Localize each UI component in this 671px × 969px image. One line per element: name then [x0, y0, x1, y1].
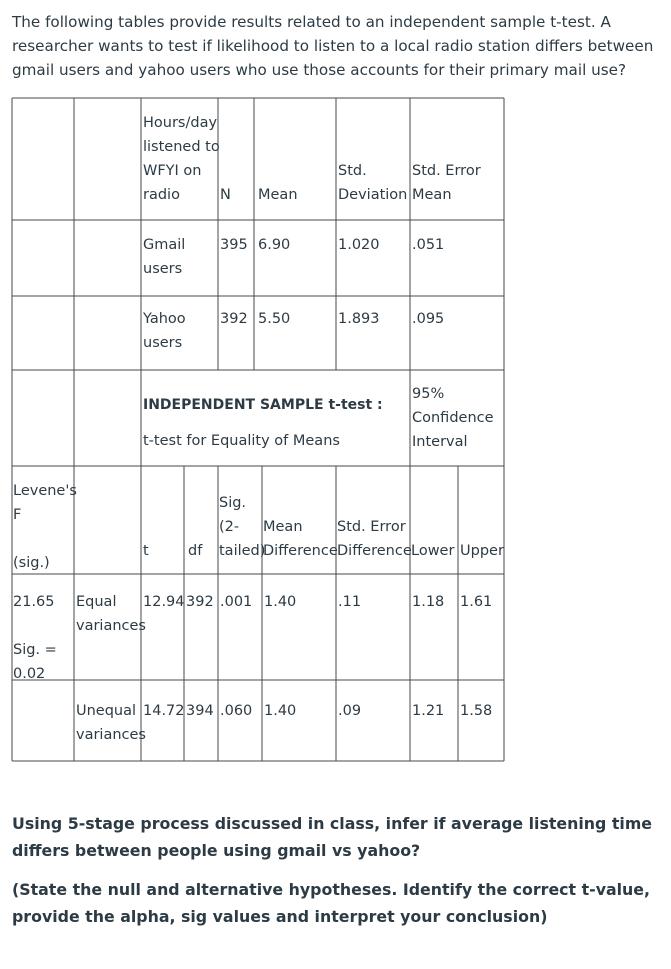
unequal-lower: 1.21 [412, 703, 445, 719]
equal-t: 12.94 [143, 594, 185, 610]
unequal-std-err-diff: .09 [338, 703, 362, 719]
header-std-err: Std. Error Mean [412, 163, 481, 203]
ci-label: 95% Confidence Interval [412, 386, 494, 450]
gmail-group: Gmail users [143, 237, 186, 277]
header-levene: Levene's F (sig.) [13, 483, 77, 571]
gmail-std-dev: 1.020 [338, 237, 380, 253]
equal-label: Equal variances [76, 594, 146, 634]
header-std-err-diff: Std. Error Difference [337, 519, 412, 559]
equal-levene: 21.65 Sig. = 0.02 [13, 594, 57, 682]
header-mean-diff: Mean Difference [263, 519, 338, 559]
unequal-upper: 1.58 [460, 703, 493, 719]
equal-mean-diff: 1.40 [264, 594, 297, 610]
ind-title: INDEPENDENT SAMPLE t-test : [143, 397, 383, 413]
yahoo-std-dev: 1.893 [338, 311, 380, 327]
header-n: N [220, 187, 231, 203]
yahoo-n: 392 [220, 311, 248, 327]
equal-lower: 1.18 [412, 594, 445, 610]
equal-upper: 1.61 [460, 594, 493, 610]
equal-df: 392 [186, 594, 214, 610]
header-mean: Mean [258, 187, 298, 203]
unequal-label: Unequal variances [76, 703, 146, 743]
header-df: df [188, 543, 203, 559]
equal-std-err-diff: .11 [338, 594, 362, 610]
unequal-t: 14.72 [143, 703, 185, 719]
yahoo-mean: 5.50 [258, 311, 291, 327]
intro-paragraph: The following tables provide results related to an independent sample t-test. A researcher wants to test if likelihood to listen to a local radio station differs between gmail users and yahoo users who use those accounts for their primary mail use? [12, 13, 654, 79]
gmail-std-err: .051 [412, 237, 445, 253]
header-lower: Lower [411, 543, 455, 559]
gmail-n: 395 [220, 237, 248, 253]
header-hours: Hours/day listened to WFYI on radio [143, 115, 220, 203]
yahoo-group: Yahoo users [143, 311, 186, 351]
equal-sig: .001 [220, 594, 253, 610]
unequal-df: 394 [186, 703, 214, 719]
header-sig: Sig. (2- tailed) [219, 495, 266, 559]
yahoo-std-err: .095 [412, 311, 445, 327]
question-instructions: (State the null and alternative hypotheses. Identify the correct t-value, provide the alpha, sig values and interpret your conclusion) [12, 880, 651, 926]
question-main: Using 5-stage process discussed in class, infer if average listening time differs between people using gmail vs yahoo? [12, 814, 652, 860]
ind-subtitle: t-test for Equality of Means [143, 433, 340, 449]
unequal-sig: .060 [220, 703, 253, 719]
unequal-mean-diff: 1.40 [264, 703, 297, 719]
header-t: t [143, 543, 149, 559]
header-std-dev: Std. Deviation [338, 163, 408, 203]
gmail-mean: 6.90 [258, 237, 291, 253]
header-upper: Upper [460, 543, 504, 559]
